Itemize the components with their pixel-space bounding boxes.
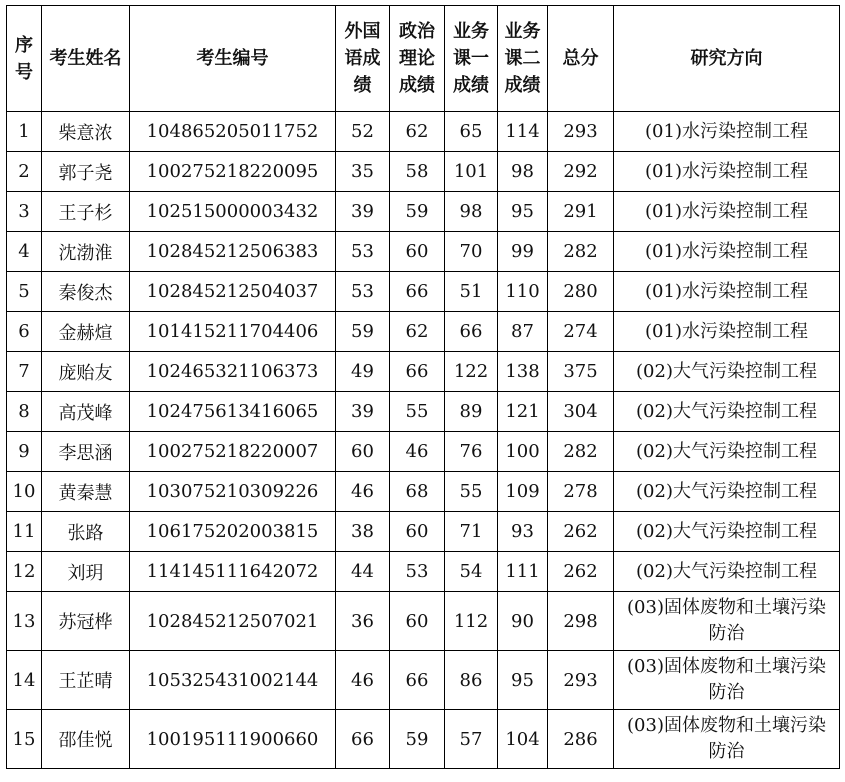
cell-course-two: 99	[498, 232, 548, 272]
cell-total: 304	[548, 392, 614, 432]
cell-direction	[614, 152, 840, 192]
header-name	[42, 6, 130, 112]
cell-name: 金赫煊	[42, 312, 130, 352]
header-line: 成绩	[504, 75, 541, 96]
header-line: 号	[15, 61, 33, 83]
table-row	[7, 352, 840, 392]
header-line: 绩	[353, 75, 372, 96]
table-row	[7, 272, 840, 312]
cell-id: 102845212506383	[130, 232, 336, 272]
cell-total: 274	[548, 312, 614, 352]
cell-foreign-language: 46	[336, 651, 390, 710]
cell-course-one: 122	[445, 352, 498, 392]
cell-politics: 60	[390, 232, 445, 272]
cell-id: 114145111642072	[130, 552, 336, 592]
cell-course-one: 98	[445, 192, 498, 232]
cell-no: 6	[7, 312, 42, 352]
direction-line: 防治	[708, 741, 745, 762]
cell-name: 王子杉	[42, 192, 130, 232]
cell-course-two: 138	[498, 352, 548, 392]
cell-foreign-language: 53	[336, 272, 390, 312]
cell-name: 刘玥	[42, 552, 130, 592]
cell-id: 104865205011752	[130, 112, 336, 152]
cell-direction	[614, 232, 840, 272]
direction-line: (02)大气污染控制工程	[636, 400, 817, 422]
cell-course-one: 76	[445, 432, 498, 472]
cell-no: 7	[7, 352, 42, 392]
cell-name: 苏冠桦	[42, 592, 130, 651]
cell-politics: 59	[390, 710, 445, 769]
cell-name: 高茂峰	[42, 392, 130, 432]
cell-name: 邵佳悦	[42, 710, 130, 769]
cell-foreign-language: 59	[336, 312, 390, 352]
table-row	[7, 432, 840, 472]
cell-course-two: 95	[498, 192, 548, 232]
header-row	[7, 6, 840, 112]
table-row	[7, 651, 840, 710]
header-line: 业务	[453, 21, 489, 42]
cell-name: 柴意浓	[42, 112, 130, 152]
cell-id: 105325431002144	[130, 651, 336, 710]
cell-total: 262	[548, 552, 614, 592]
table-row	[7, 472, 840, 512]
cell-name: 秦俊杰	[42, 272, 130, 312]
header-line: 政治	[399, 21, 435, 42]
cell-total: 293	[548, 651, 614, 710]
direction-line: 防治	[708, 623, 745, 644]
header-line: 课二	[504, 48, 541, 69]
cell-no: 10	[7, 472, 42, 512]
cell-course-two: 87	[498, 312, 548, 352]
cell-foreign-language: 39	[336, 192, 390, 232]
table-row	[7, 312, 840, 352]
cell-course-one: 89	[445, 392, 498, 432]
cell-name: 庞贻友	[42, 352, 130, 392]
cell-id: 102845212507021	[130, 592, 336, 651]
header-course-one	[445, 6, 498, 112]
cell-foreign-language: 49	[336, 352, 390, 392]
cell-course-one: 112	[445, 592, 498, 651]
table-body	[7, 112, 840, 769]
cell-direction	[614, 651, 840, 710]
cell-politics: 66	[390, 272, 445, 312]
cell-no: 12	[7, 552, 42, 592]
cell-politics: 46	[390, 432, 445, 472]
cell-direction	[614, 272, 840, 312]
cell-direction	[614, 312, 840, 352]
table-row	[7, 710, 840, 769]
cell-course-two: 90	[498, 592, 548, 651]
cell-id: 100195111900660	[130, 710, 336, 769]
cell-politics: 68	[390, 472, 445, 512]
cell-total: 293	[548, 112, 614, 152]
header-line: 课一	[453, 48, 489, 69]
cell-course-two: 109	[498, 472, 548, 512]
cell-foreign-language: 60	[336, 432, 390, 472]
cell-total: 292	[548, 152, 614, 192]
cell-foreign-language: 66	[336, 710, 390, 769]
cell-course-two: 95	[498, 651, 548, 710]
cell-no: 3	[7, 192, 42, 232]
direction-line: (01)水污染控制工程	[645, 240, 808, 262]
header-line: 成绩	[399, 75, 435, 96]
direction-line: (02)大气污染控制工程	[636, 520, 817, 542]
cell-politics: 66	[390, 352, 445, 392]
cell-direction	[614, 352, 840, 392]
cell-politics: 58	[390, 152, 445, 192]
cell-politics: 60	[390, 512, 445, 552]
header-politics	[390, 6, 445, 112]
cell-name: 张路	[42, 512, 130, 552]
cell-course-two: 121	[498, 392, 548, 432]
cell-course-two: 114	[498, 112, 548, 152]
header-total	[548, 6, 614, 112]
cell-no: 15	[7, 710, 42, 769]
admission-score-table	[6, 5, 840, 769]
cell-direction	[614, 592, 840, 651]
cell-foreign-language: 39	[336, 392, 390, 432]
cell-foreign-language: 35	[336, 152, 390, 192]
cell-total: 280	[548, 272, 614, 312]
direction-line: 防治	[708, 682, 745, 703]
table-row	[7, 112, 840, 152]
cell-direction	[614, 432, 840, 472]
table-row	[7, 232, 840, 272]
cell-course-one: 66	[445, 312, 498, 352]
cell-direction	[614, 512, 840, 552]
cell-no: 11	[7, 512, 42, 552]
cell-id: 102515000003432	[130, 192, 336, 232]
cell-total: 298	[548, 592, 614, 651]
direction-line: (01)水污染控制工程	[645, 120, 808, 142]
cell-direction	[614, 552, 840, 592]
cell-name: 王芷晴	[42, 651, 130, 710]
cell-total: 262	[548, 512, 614, 552]
direction-line: (01)水污染控制工程	[645, 280, 808, 302]
header-line: 语成	[344, 48, 381, 69]
cell-course-two: 111	[498, 552, 548, 592]
cell-direction	[614, 392, 840, 432]
cell-id: 100275218220095	[130, 152, 336, 192]
cell-course-one: 65	[445, 112, 498, 152]
header-line: 成绩	[453, 75, 489, 96]
cell-course-two: 110	[498, 272, 548, 312]
cell-politics: 59	[390, 192, 445, 232]
cell-total: 282	[548, 232, 614, 272]
cell-foreign-language: 53	[336, 232, 390, 272]
cell-course-two: 98	[498, 152, 548, 192]
table-row	[7, 192, 840, 232]
cell-id: 102475613416065	[130, 392, 336, 432]
table-row	[7, 552, 840, 592]
cell-no: 13	[7, 592, 42, 651]
cell-total: 282	[548, 432, 614, 472]
table-row	[7, 392, 840, 432]
cell-course-one: 54	[445, 552, 498, 592]
cell-total: 278	[548, 472, 614, 512]
table-row	[7, 152, 840, 192]
header-line: 业务	[504, 21, 541, 42]
cell-id: 106175202003815	[130, 512, 336, 552]
cell-no: 8	[7, 392, 42, 432]
direction-line: (02)大气污染控制工程	[636, 440, 817, 462]
cell-no: 1	[7, 112, 42, 152]
cell-name: 沈渤淮	[42, 232, 130, 272]
cell-course-two: 100	[498, 432, 548, 472]
cell-course-one: 51	[445, 272, 498, 312]
cell-foreign-language: 46	[336, 472, 390, 512]
cell-course-one: 101	[445, 152, 498, 192]
cell-name: 李思涵	[42, 432, 130, 472]
cell-politics: 53	[390, 552, 445, 592]
cell-id: 102845212504037	[130, 272, 336, 312]
cell-direction	[614, 192, 840, 232]
cell-course-one: 55	[445, 472, 498, 512]
cell-politics: 66	[390, 651, 445, 710]
cell-course-one: 57	[445, 710, 498, 769]
header-direction	[614, 6, 840, 112]
cell-politics: 62	[390, 112, 445, 152]
cell-direction	[614, 710, 840, 769]
direction-line: (02)大气污染控制工程	[636, 360, 817, 382]
header-line: 外国	[344, 21, 381, 42]
cell-course-two: 93	[498, 512, 548, 552]
cell-politics: 60	[390, 592, 445, 651]
cell-foreign-language: 44	[336, 552, 390, 592]
direction-line: (01)水污染控制工程	[645, 200, 808, 222]
cell-foreign-language: 38	[336, 512, 390, 552]
header-course-two	[498, 6, 548, 112]
cell-politics: 55	[390, 392, 445, 432]
header-line: 考生编号	[196, 48, 269, 69]
direction-line: (02)大气污染控制工程	[636, 480, 817, 502]
cell-total: 375	[548, 352, 614, 392]
header-line: 总分	[562, 48, 599, 69]
direction-line: (03)固体废物和土壤污染	[627, 656, 826, 677]
header-line: 考生姓名	[49, 48, 122, 69]
direction-line: (02)大气污染控制工程	[636, 560, 817, 582]
table-row	[7, 592, 840, 651]
cell-id: 101415211704406	[130, 312, 336, 352]
cell-name: 郭子尧	[42, 152, 130, 192]
cell-course-two: 104	[498, 710, 548, 769]
cell-total: 291	[548, 192, 614, 232]
header-id	[130, 6, 336, 112]
header-line: 理论	[399, 48, 435, 69]
cell-direction	[614, 472, 840, 512]
header-foreign-language	[336, 6, 390, 112]
cell-no: 9	[7, 432, 42, 472]
cell-name: 黄秦慧	[42, 472, 130, 512]
cell-no: 14	[7, 651, 42, 710]
cell-total: 286	[548, 710, 614, 769]
direction-line: (03)固体废物和土壤污染	[627, 715, 826, 736]
cell-direction	[614, 112, 840, 152]
cell-id: 102465321106373	[130, 352, 336, 392]
cell-no: 5	[7, 272, 42, 312]
table-header	[7, 6, 840, 112]
cell-foreign-language: 52	[336, 112, 390, 152]
header-line: 研究方向	[690, 48, 763, 69]
cell-foreign-language: 36	[336, 592, 390, 651]
cell-course-one: 71	[445, 512, 498, 552]
cell-course-one: 70	[445, 232, 498, 272]
cell-course-one: 86	[445, 651, 498, 710]
cell-id: 100275218220007	[130, 432, 336, 472]
direction-line: (03)固体废物和土壤污染	[627, 597, 826, 618]
header-line: 序	[15, 34, 33, 56]
cell-politics: 62	[390, 312, 445, 352]
direction-line: (01)水污染控制工程	[645, 320, 808, 342]
header-no	[7, 6, 42, 112]
direction-line: (01)水污染控制工程	[645, 160, 808, 182]
table-row	[7, 512, 840, 552]
cell-id: 103075210309226	[130, 472, 336, 512]
cell-no: 2	[7, 152, 42, 192]
cell-no: 4	[7, 232, 42, 272]
